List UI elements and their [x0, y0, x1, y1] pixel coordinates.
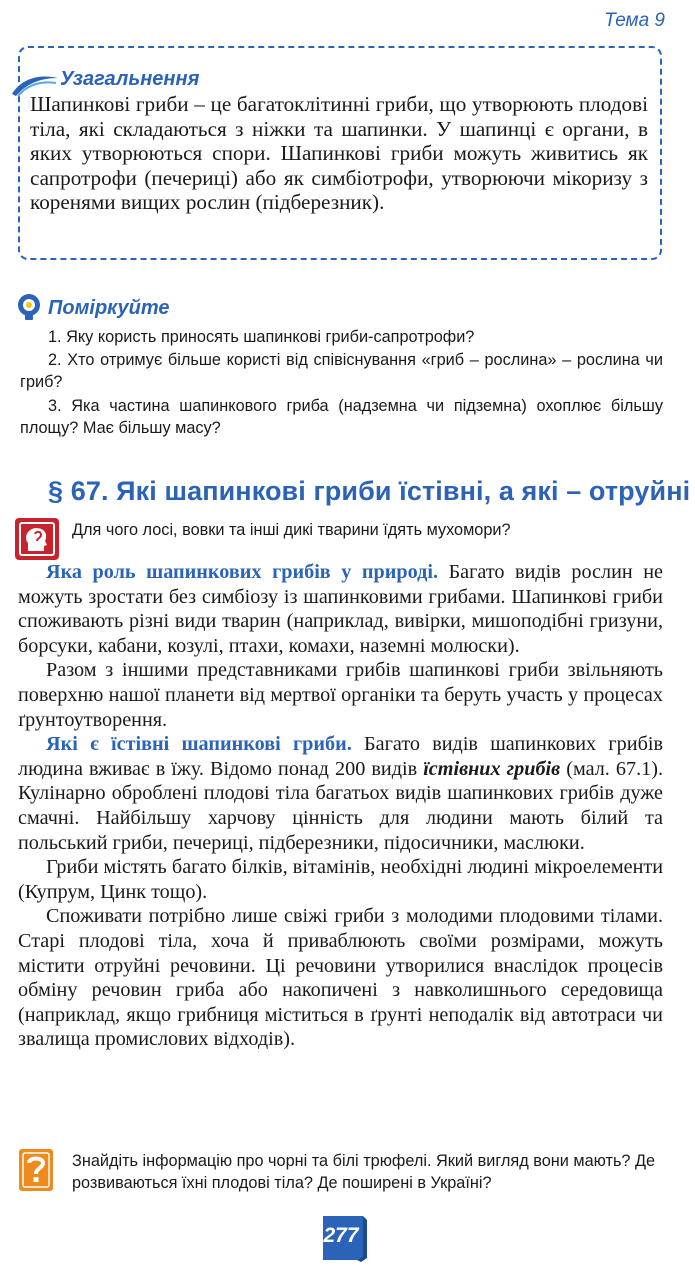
- summary-title: Узагальнення: [60, 68, 200, 90]
- body-text: [18, 560, 663, 1052]
- paragraph-4: Гриби містять багато білків, вітамінів, необхідні людині мікроелементи (Купрум, Цинк тощо).: [18, 856, 663, 903]
- paragraph-5: Споживати потрібно лише свіжі гриби з молодими плодовими тілами. Старі плодові тіла, хоча й приваблюють своїми розмірами, можуть містити отруйні речовини. Ці речовини утворилися внаслідок процесів обміну речовин гриба або накопичені з навколишнього середовища (наприклад, якщо грибниця міститься в ґрунті неподалік від автотраси чи звалища промислових відходів).: [18, 905, 663, 1051]
- intro-question: Для чого лосі, вовки та інші дикі тварини їдять мухомори?: [72, 521, 511, 539]
- page-number: 277: [323, 1224, 359, 1247]
- page-number-badge: [319, 1212, 367, 1262]
- question-3: 3. Яка частина шапинкового гриба (надземна чи підземна) охоплює більшу площу? Має більшу масу?: [20, 397, 663, 437]
- lightbulb-icon: [14, 292, 44, 322]
- term-edible: їстівних грибів: [423, 757, 561, 780]
- subheading-edible: Які є їстівні шапинкові гриби.: [46, 733, 352, 756]
- paragraph-1: Яка роль шапинкових грибів у природі. Багато видів рослин не можуть зростати без симбіозу із шапинковими грибами. Шапинкові гриби споживають різні види тварин (наприклад, вивірки, мишоподібні гризуни, борсуки, кабани, козулі, птахи, комахи, наземні молюски).: [18, 561, 663, 657]
- question-mark-icon: [18, 1148, 54, 1192]
- summary-text: Шапинкові гриби – це багатоклітинні гриби, що утворюють плодові тіла, які складаються з ніжки та шапинки. У шапинці є органи, в яких утворюються спори. Шапинкові гриби можуть живитись як сапротрофи (печериці) або як симбіотрофи, утворюючи мікоризу з коренями вищих рослин (підберезник).: [30, 92, 648, 214]
- subheading-role: Яка роль шапинкових грибів у природі.: [46, 561, 439, 583]
- question-2: 2. Хто отримує більше користі від співіснування «гриб – рослина» – рослина чи гриб?: [20, 351, 663, 391]
- question-1: 1. Яку користь приносять шапинкові гриби-сапротрофи?: [48, 328, 475, 346]
- task-text: Знайдіть інформацію про чорні та білі трюфелі. Який вигляд вони мають? Де розвиваються їхні плодові тіла? Де поширені в Україні?: [72, 1152, 656, 1192]
- think-title: Поміркуйте: [48, 297, 170, 319]
- topic-label: Тема 9: [604, 10, 665, 31]
- paragraph-2: Разом з іншими представниками грибів шапинкові гриби звільняють поверхню нашої планети від мертвої органіки та беруть участь у процесах ґрунтоутворення.: [18, 659, 663, 731]
- section-title: § 67. Які шапинкові гриби їстівні, а які – отруйні: [48, 476, 691, 506]
- head-question-icon: [14, 517, 60, 561]
- paragraph-3: Які є їстівні шапинкові гриби. Багато видів шапинкових грибів людина вживає в їжу. Відомо понад 200 видів їстівних грибів (мал. 67.1). Кулінарно оброблені плодові тіла багатьох видів шапинкових грибів дуже смачні. Найбільшу харчову цінність для людини мають білий та польський гриби, печериці, підберезники, підосичники, маслюки.: [18, 733, 664, 854]
